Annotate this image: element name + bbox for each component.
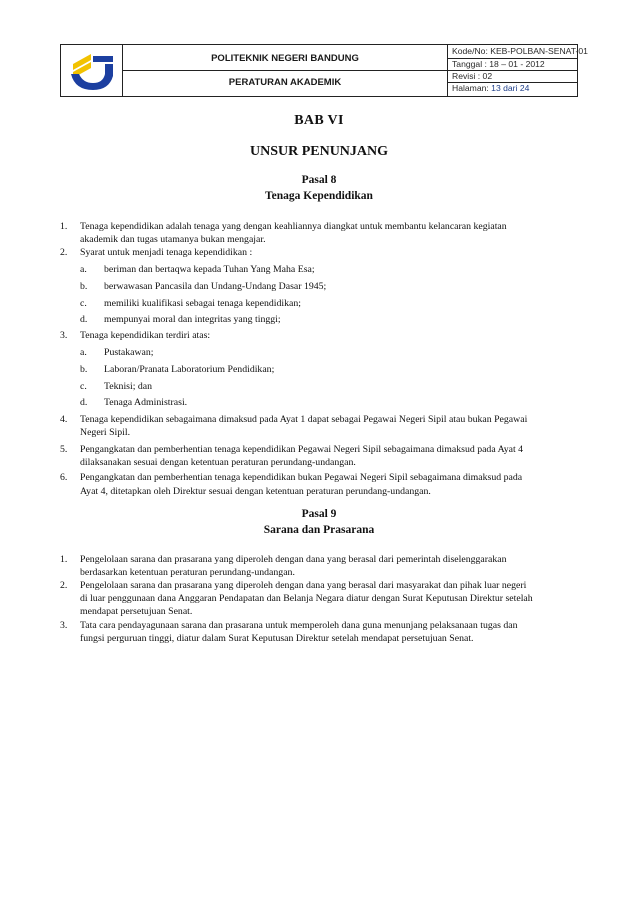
chapter-title: UNSUR PENUNJANG	[249, 144, 389, 159]
institution-name: POLITEKNIK NEGERI BANDUNG	[211, 53, 359, 64]
header-title-cell	[123, 45, 448, 96]
list-item-text: Tenaga kependidikan terdiri atas:	[80, 330, 211, 341]
tanggal-row: Tanggal : 18 – 01 - 2012	[448, 58, 577, 69]
sub-item-text: Teknisi; dan	[104, 381, 153, 392]
sub-item-letter: d.	[80, 397, 88, 408]
sub-item-letter: b.	[80, 281, 88, 292]
list-item-text: Syarat untuk menjadi tenaga kependidikan :	[80, 247, 253, 258]
sub-item-text: Tenaga Administrasi.	[104, 397, 188, 408]
list-item-number: 2.	[60, 247, 68, 258]
list-item-number: 1.	[60, 554, 68, 565]
list-item-text: Tenaga kependidikan sebagaimana dimaksud pada Ayat 1 dapat sebagai Pegawai Negeri Sipil atau bukan Pegawai	[80, 414, 528, 425]
list-item-text: akademik dan tugas utamanya bukan mengajar.	[80, 234, 266, 245]
sub-item-letter: b.	[80, 364, 88, 375]
list-item-number: 1.	[60, 221, 68, 232]
sub-item-letter: a.	[80, 347, 87, 358]
list-item-text: Pengangkatan dan pemberhentian tenaga kependidikan bukan Pegawai Negeri Sipil sebagaimana dimaksud pada	[80, 472, 523, 483]
polban-logo	[61, 45, 123, 96]
sub-item-text: mempunyai moral dan integritas yang tinggi;	[104, 314, 281, 325]
list-item-text: di luar penggunaan dana Anggaran Pendapatan dan Belanja Negara diatur dengan Surat Keputusan Direktur setelah	[80, 593, 533, 604]
sub-item-letter: a.	[80, 264, 87, 275]
document-header	[60, 44, 588, 97]
sub-item-letter: d.	[80, 314, 88, 325]
list-item-text: dilaksanakan sesuai dengan ketentuan peraturan perundang-undangan.	[80, 457, 356, 468]
list-item-number: 6.	[60, 472, 68, 483]
list-item-number: 3.	[60, 620, 68, 631]
list-item-text: fungsi perguruan tinggi, diatur dalam Surat Keputusan Direktur setelah mendapat persetujuan Senat.	[80, 633, 474, 644]
kode-row: Kode/No: KEB-POLBAN-SENAT-01	[452, 46, 588, 56]
list-item-number: 4.	[60, 414, 68, 425]
halaman-row: Halaman: 13 dari 24	[448, 82, 577, 93]
list-item-number: 5.	[60, 444, 68, 455]
sub-item-letter: c.	[80, 381, 87, 392]
list-item-number: 3.	[60, 330, 68, 341]
sub-item-text: beriman dan bertaqwa kepada Tuhan Yang Maha Esa;	[104, 264, 315, 275]
pasal-9-title: Sarana dan Prasarana	[263, 524, 375, 536]
list-item-number: 2.	[60, 580, 68, 591]
list-item-text: Negeri Sipil.	[80, 427, 131, 438]
list-item-text: Tata cara pendayagunaan sarana dan prasarana untuk memperoleh dana guna menunjang pelaksanaan tugas dan	[80, 620, 518, 631]
list-item-text: Tenaga kependidikan adalah tenaga yang dengan keahliannya diangkat untuk membantu kelancaran kegiatan	[80, 221, 507, 232]
sub-item-text: Pustakawan;	[104, 347, 154, 358]
sub-item-text: memiliki kualifikasi sebagai tenaga kependidikan;	[104, 298, 301, 309]
list-item-text: Pengelolaan sarana dan prasarana yang diperoleh dengan dana yang berasal dari masyarakat dan pihak luar negeri	[80, 580, 527, 591]
regulation-title: PERATURAN AKADEMIK	[228, 77, 342, 88]
polban-logo-icon	[69, 50, 115, 92]
list-item-text: berdasarkan ketentuan peraturan perundang-undangan.	[80, 567, 295, 578]
pasal-8-title: Tenaga Kependidikan	[265, 190, 373, 202]
sub-item-text: Laboran/Pranata Laboratorium Pendidikan;	[104, 364, 275, 375]
chapter-number: BAB VI	[294, 113, 344, 128]
list-item-text: Ayat 4, ditetapkan oleh Direktur sesuai dengan ketentuan peraturan perundang-undangan.	[80, 486, 431, 497]
list-item-text: Pengangkatan dan pemberhentian tenaga kependidikan Pegawai Negeri Sipil sebagaimana dimaksud pada Ayat 4	[80, 444, 524, 455]
list-item-text: Pengelolaan sarana dan prasarana yang diperoleh dengan dana yang berasal dari pemerintah diselenggarakan	[80, 554, 507, 565]
pasal-8-number: Pasal 8	[301, 174, 337, 186]
pasal-9-number: Pasal 9	[301, 508, 337, 520]
sub-item-letter: c.	[80, 298, 87, 309]
revisi-row: Revisi : 02	[448, 70, 577, 81]
list-item-text: mendapat persetujuan Senat.	[80, 606, 193, 617]
header-meta-cell	[448, 45, 588, 96]
sub-item-text: berwawasan Pancasila dan Undang-Undang Dasar 1945;	[104, 281, 327, 292]
